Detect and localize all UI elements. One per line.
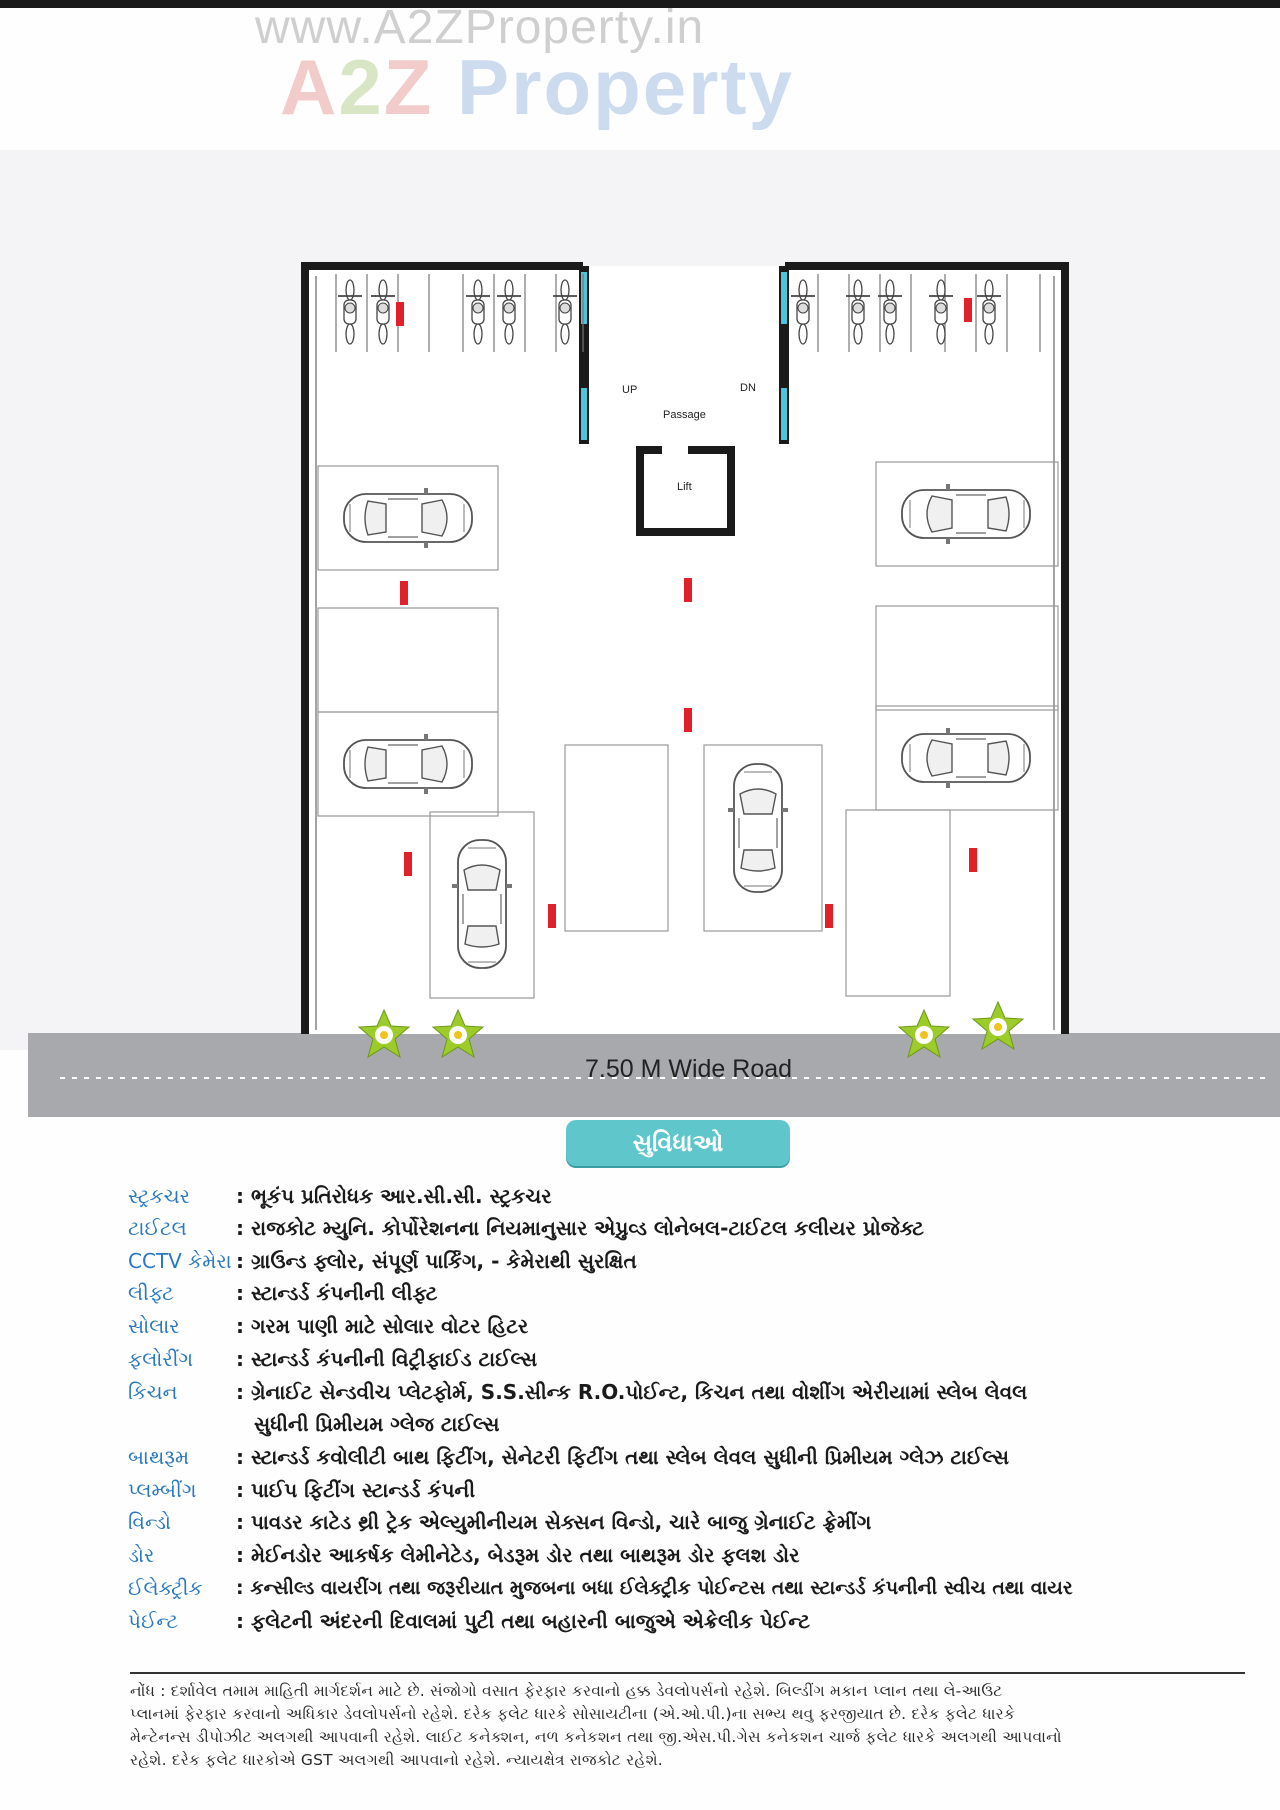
dn-label: DN: [740, 382, 756, 394]
amenities-title: સુવિધાઓ: [566, 1120, 790, 1166]
passage-label: Passage: [663, 409, 706, 421]
road-label: 7.50 M Wide Road: [585, 1055, 793, 1083]
disclaimer-note: નોંધ : દર્શાવેલ તમામ માહિતી માર્ગદર્શન માટે છે. સંજોગો વસાત ફેરફાર કરવાનો હક્ક ડેવલોપર્સનો રહેશે. બિલ્ડીંગ મકાન પ્લાન તથા લે-આઉટ પ્લાનમાં ફેરફાર કરવાનો અધિકાર ડેવલોપર્સનો રહેશે. દરેક ફલેટ ધારકે સોસાયટીના (એ.ઓ.પી.)ના સભ્ય થવુ ફરજીયાત છે. દરેક ફલેટ ધારકે મેન્ટેનન્સ ડીપોઝીટ અલગથી આપવાની રહેશે. લાઈટ કનેક્શન, નળ કનેકશન તથા જી.એસ.પી.ગેસ કનેકશન ચાર્જ ફલેટ ધારકે અલગથી આપવાનો રહેશે. દરેક ફલેટ ધારકોએ GST અલગથી આપવાનો રહેશે. ન્યાયક્ષેત્ર રાજકોટ રહેશે.: [130, 1682, 1062, 1769]
car-icon: [452, 840, 512, 968]
building-floor: [305, 266, 1065, 1034]
watermark-logo: A2Z Property: [280, 43, 794, 131]
watermark-url: www.A2ZProperty.in: [255, 1, 705, 54]
car-icon: [344, 488, 472, 548]
up-label: UP: [622, 384, 638, 396]
car-icon: [902, 484, 1030, 544]
lift-label: Lift: [677, 481, 692, 493]
car-icon: [344, 734, 472, 794]
note-divider: [130, 1672, 1245, 1674]
car-icon: [902, 728, 1030, 788]
car-icon: [728, 764, 788, 892]
